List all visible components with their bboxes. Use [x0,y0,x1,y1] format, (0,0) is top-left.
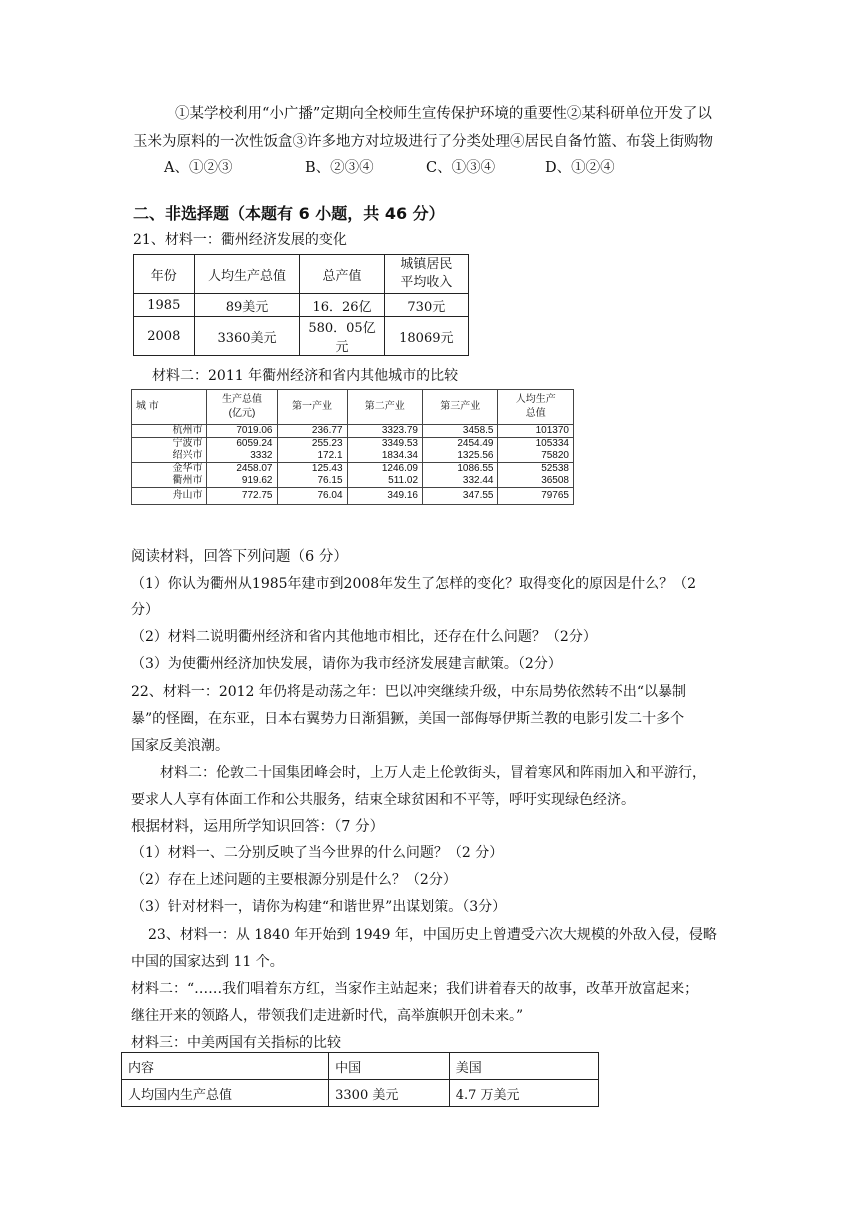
q22-m1-line3: 国家反美浪潮。 [131,738,229,754]
table2-cell: 2454.49 [423,438,498,451]
table2-cell: 76.15 [277,475,347,488]
table1-cell: 16．26亿 [300,294,384,317]
table2-cell: 511.02 [347,475,422,488]
table1-cell: 1985 [134,294,195,317]
q22-q1: （1）材料一、二分别反映了当今世界的什么问题？（2 分） [131,845,504,861]
table2-cell: 919.62 [207,475,277,488]
table2-city: 绍兴市 [132,450,207,463]
q23-table3 [121,1052,599,1107]
table2-city: 金华市 [132,463,207,476]
table-row [132,438,574,451]
q21-table2 [131,389,574,505]
table2-cell: 236.77 [277,425,347,438]
table1-header-urban-income-l1: 城镇居民 [400,257,453,272]
section2-title: 二、非选择题（本题有 6 小题，共 46 分） [133,204,445,223]
table1-header-gdp-per-capita: 人均生产总值 [194,255,300,294]
table1-header-year: 年份 [134,255,195,294]
table-row [132,463,574,476]
table2-cell: 105334 [498,438,574,451]
q22-m1-line1: 22、材料一：2012 年仍将是动荡之年：巴以冲突继续升级，中东局势依然转不出“以暴制 [131,684,687,700]
table-row [134,294,469,317]
table2-cell: 1086.55 [423,463,498,476]
table-row [132,475,574,488]
table1-header-row [134,255,469,294]
table2-header-per-capita-l1: 人均生产 [515,394,556,405]
table-row [122,1080,599,1107]
q20-stem-line2: 玉米为原料的一次性饭盒③许多地方对垃圾进行了分类处理④居民自备竹篮、布袋上街购物 [133,134,713,150]
q22-m2-line2: 要求人人享有体面工作和公共服务，结束全球贫困和不平等，呼吁实现绿色经济。 [131,792,635,808]
q22-m1-line2: 暴”的怪圈，在东亚，日本右翼势力日渐猖獗，美国一部侮辱伊斯兰教的电影引发二十多个 [131,711,685,727]
table1-header-urban-income-l2: 平均收入 [400,275,453,290]
q23-m1-line2: 中国的国家达到 11 个。 [131,954,284,970]
table3-header-usa: 美国 [449,1053,598,1080]
table2-header-gdp [207,390,277,425]
q23-m1-line1: 23、材料一：从 1840 年开始到 1949 年，中国历史上曾遭受六次大规模的外敌入侵，侵略 [148,927,717,943]
table2-cell: 2458.07 [207,463,277,476]
q20-stem-line1: ①某学校利用“小广播”定期向全校师生宣传保护环境的重要性②某科研单位开发了以 [175,106,712,122]
q20-option-d: D、①②④ [545,160,615,176]
table-row [132,425,574,438]
table1-cell: 18069元 [384,317,468,356]
table3-cell: 人均国内生产总值 [122,1080,329,1107]
q23-m2-line2: 继往开来的领路人，带领我们走进新时代，高举旗帜开创未来。” [131,1008,524,1024]
table2-cell: 3349.53 [347,438,422,451]
table2-cell: 1834.34 [347,450,422,463]
table2-city: 舟山市 [132,488,207,505]
table1-header-total-output: 总产值 [300,255,384,294]
table1-cell: 3360美元 [194,317,300,356]
table2-cell: 172.1 [277,450,347,463]
q22-prompt: 根据材料，运用所学知识回答：（7 分） [131,819,385,835]
table2-cell: 347.55 [423,488,498,505]
table2-header-row [132,390,574,425]
table-row [134,317,469,356]
q21-q1-line1: （1）你认为衢州从1985年建市到2008年发生了怎样的变化？取得变化的原因是什么？（2 [131,576,697,592]
q20-option-b: B、②③④ [305,160,374,176]
q22-q2: （2）存在上述问题的主要根源分别是什么？（2分） [131,872,457,888]
table2-cell: 75820 [498,450,574,463]
table2-city: 衢州市 [132,475,207,488]
table1-header-urban-income [384,255,468,294]
table3-header-content: 内容 [122,1053,329,1080]
table2-cell: 6059.24 [207,438,277,451]
table2-cell: 101370 [498,425,574,438]
table3-header-china: 中国 [329,1053,450,1080]
table2-cell: 125.43 [277,463,347,476]
q23-m2-line1: 材料二：“……我们唱着东方红，当家作主站起来；我们讲着春天的故事，改革开放富起来； [131,981,699,997]
table2-cell: 36508 [498,475,574,488]
table2-header-per-capita-l2: 总值 [525,408,546,419]
q21-q3: （3）为使衢州经济加快发展，请你为我市经济发展建言献策。（2分） [131,656,562,672]
table2-cell: 76.04 [277,488,347,505]
q22-m2-line1: 材料二：伦敦二十国集团峰会时，上万人走上伦敦街头，冒着寒风和阵雨加入和平游行， [160,765,706,781]
table2-header-primary: 第一产业 [277,390,347,425]
table3-header-row [122,1053,599,1080]
table2-cell: 332.44 [423,475,498,488]
table2-header-gdp-l1: 生产总值 [221,394,262,405]
q20-option-c: C、①③④ [426,160,496,176]
table2-cell: 52538 [498,463,574,476]
table1-cell: 580．05亿元 [300,317,384,356]
table2-header-per-capita [498,390,574,425]
q21-material2-title: 材料二：2011 年衢州经济和省内其他城市的比较 [152,368,459,384]
table2-cell: 772.75 [207,488,277,505]
table1-cell: 2008 [134,317,195,356]
table2-cell: 1325.56 [423,450,498,463]
table2-header-secondary: 第二产业 [347,390,422,425]
q21-table1 [133,254,469,356]
table2-cell: 349.16 [347,488,422,505]
q22-q3: （3）针对材料一，请你为构建“和谐世界”出谋划策。（3分） [131,899,507,915]
table1-cell: 89美元 [194,294,300,317]
table2-cell: 1246.09 [347,463,422,476]
table2-city: 宁波市 [132,438,207,451]
table2-cell: 3323.79 [347,425,422,438]
q21-q1-line2: 分） [131,602,159,618]
table2-header-city: 城 市 [132,390,207,425]
table2-cell: 255.23 [277,438,347,451]
q23-m3-title: 材料三：中美两国有关指标的比较 [131,1035,341,1051]
table2-cell: 3332 [207,450,277,463]
table-row [132,450,574,463]
table3-cell: 4.7 万美元 [449,1080,598,1107]
table2-cell: 7019.06 [207,425,277,438]
table2-header-tertiary: 第三产业 [423,390,498,425]
table2-city: 杭州市 [132,425,207,438]
q21-q2: （2）材料二说明衢州经济和省内其他地市相比，还存在什么问题？（2分） [131,629,597,645]
q21-material1-title: 21、材料一：衢州经济发展的变化 [133,232,347,248]
table2-cell: 3458.5 [423,425,498,438]
table2-cell: 79765 [498,488,574,505]
table2-header-gdp-l2: (亿元) [228,408,256,419]
table1-cell: 730元 [384,294,468,317]
table-row [132,488,574,505]
q20-option-a: A、①②③ [164,160,233,176]
q21-prompt: 阅读材料，回答下列问题（6 分） [131,549,348,565]
table3-cell: 3300 美元 [329,1080,450,1107]
